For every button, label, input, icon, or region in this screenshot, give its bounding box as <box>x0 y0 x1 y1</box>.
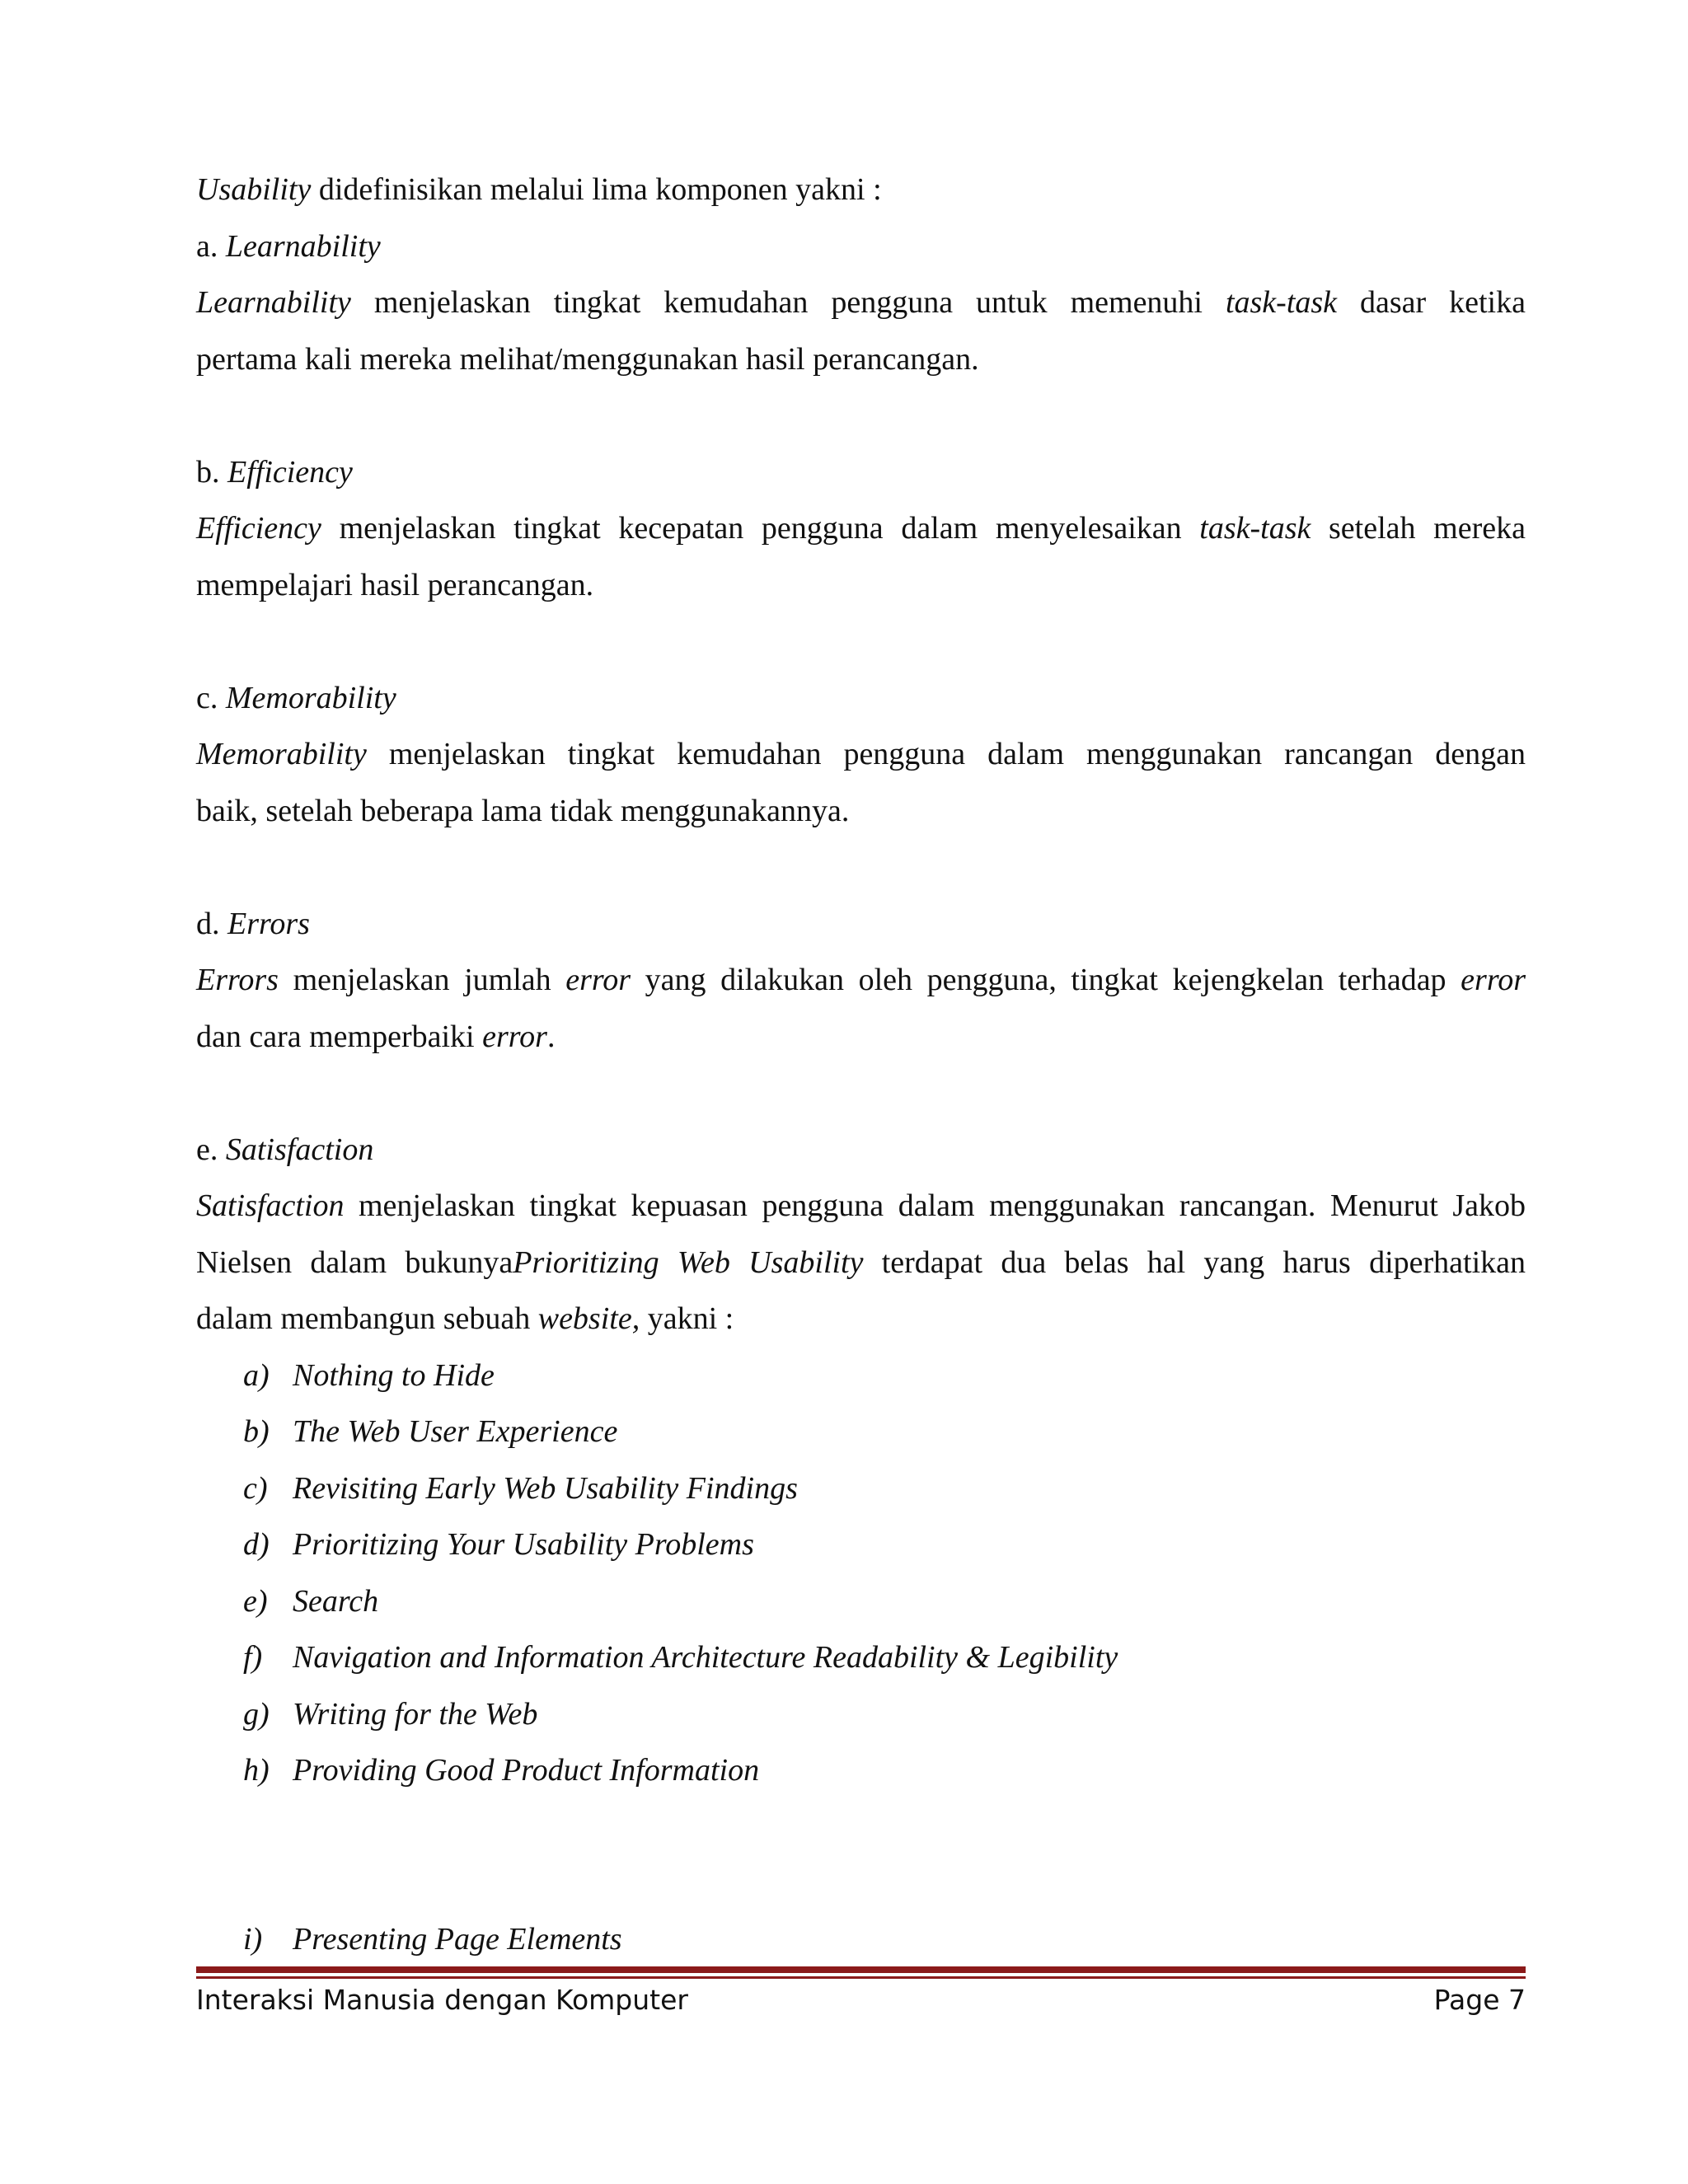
section-heading-memorability: c. Memorability <box>196 681 396 715</box>
section-heading-satisfaction: e. Satisfaction <box>196 1132 374 1167</box>
footer-rule-thin <box>196 1976 1526 1979</box>
section-body-satisfaction-line2: Nielsen dalam bukunyaPrioritizing Web Usability terdapat dua belas hal yang harus diperhatikan <box>196 1245 1526 1280</box>
section-body-errors-line2: dan cara memperbaiki error. <box>196 1019 556 1054</box>
section-body-satisfaction-line3: dalam membangun sebuah website, yakni : <box>196 1301 734 1336</box>
intro-term: Usability <box>196 172 312 207</box>
footer-page-number: Page 7 <box>1433 1984 1526 2016</box>
section-heading-efficiency: b. Efficiency <box>196 455 353 490</box>
document-page: Usability didefinisikan melalui lima komponen yakni : a. Learnability Learnability menjelaskan tingkat kemudahan pengguna untuk memenuhi task-task dasar ketika pertama kali mereka melihat/menggunakan hasil perancangan. b. Efficiency Efficiency menjelaskan tingkat kecepatan pengguna dalam menyelesaikan task-task setelah mereka mempelajari hasil perancangan. c. Memorability Memorability menjelaskan tingkat kemudahan pengguna dalam menggunakan rancangan dengan baik, setelah beberapa lama tidak menggunakannya. d. Errors Errors menjelaskan jumlah error yang dilakukan oleh pengguna, tingkat kejengkelan terhadap error dan cara memperbaiki error. e. Satisfaction Satisfaction menjelaskan tingkat kepuasan pengguna dalam menggunakan rancangan. Menurut Jakob Nielsen dalam bukunyaPrioritizing Web Usability terdapat dua belas hal yang harus diperhatikan dalam membangun sebuah website, yakni : a) Nothing to Hide b) The Web User Experience c) Revisiting Early Web Usability Findings d) Prioritizing Your Usability Problems e) Search f) Navigation and Information Architecture Readability & Legibility g) Writing for the Web h) Providing Good Product Information i) Presenting Page Elements Interaksi Manusia dengan Komputer Page 7 <box>0 0 1688 2184</box>
section-body-learnability-line1: Learnability menjelaskan tingkat kemudahan pengguna untuk memenuhi task-task dasar ketika <box>196 285 1526 320</box>
section-heading-errors: d. Errors <box>196 907 310 941</box>
section-body-efficiency-line2: mempelajari hasil perancangan. <box>196 568 594 602</box>
section-body-learnability-line2: pertama kali mereka melihat/menggunakan hasil perancangan. <box>196 342 979 377</box>
footer-title: Interaksi Manusia dengan Komputer <box>196 1984 688 2016</box>
section-body-efficiency-line1: Efficiency menjelaskan tingkat kecepatan pengguna dalam menyelesaikan task-task setelah mereka <box>196 511 1526 546</box>
section-body-satisfaction-line1: Satisfaction menjelaskan tingkat kepuasan pengguna dalam menggunakan rancangan. Menurut Jakob <box>196 1188 1526 1223</box>
intro-line <box>196 169 882 210</box>
intro-text: didefinisikan melalui lima komponen yakni : <box>311 172 882 207</box>
section-body-memorability-line1: Memorability menjelaskan tingkat kemudahan pengguna dalam menggunakan rancangan dengan <box>196 737 1526 771</box>
footer-rule-thick <box>196 1966 1526 1973</box>
section-heading-learnability: a. Learnability <box>196 229 381 264</box>
section-body-errors-line1: Errors menjelaskan jumlah error yang dilakukan oleh pengguna, tingkat kejengkelan terhadap error <box>196 963 1526 997</box>
section-body-memorability-line2: baik, setelah beberapa lama tidak menggunakannya. <box>196 794 850 828</box>
